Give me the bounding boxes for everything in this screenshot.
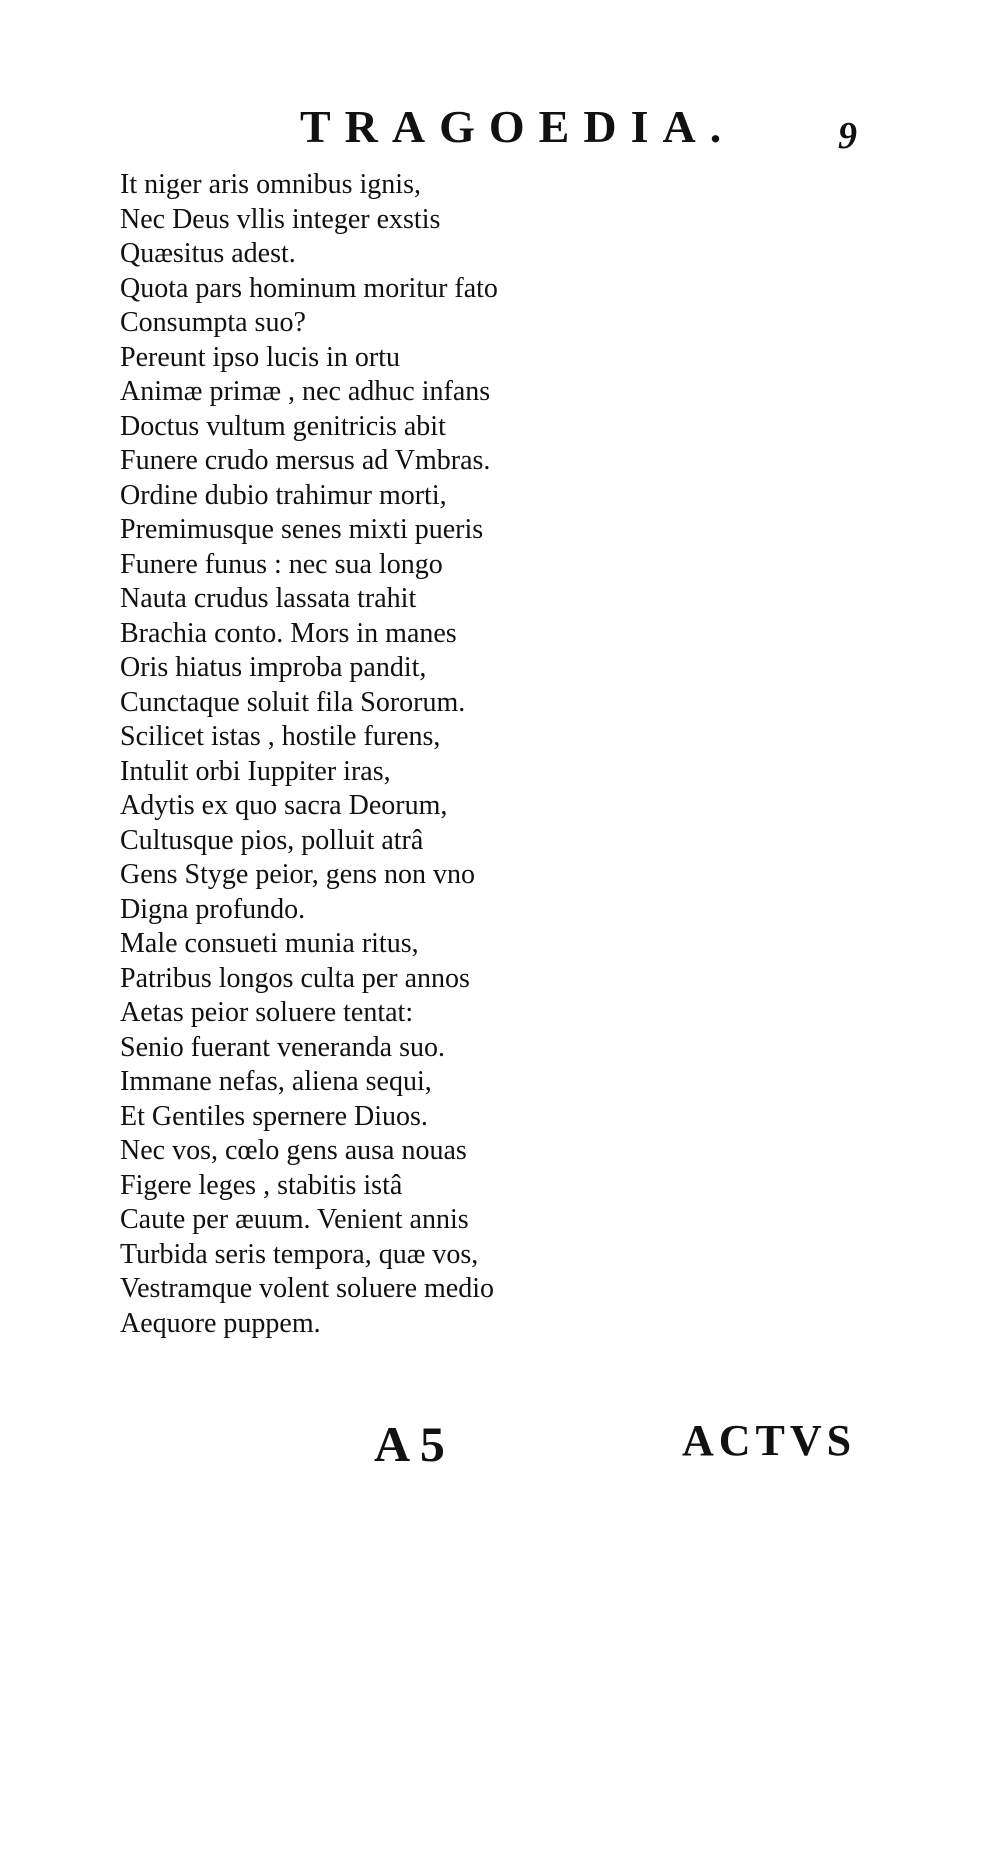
- verse-line: Et Gentiles spernere Diuos.: [120, 1100, 428, 1132]
- verse-line: Quota pars hominum moritur fato: [120, 272, 498, 304]
- verse-line: Nec vos, cœlo gens ausa nouas: [120, 1135, 467, 1166]
- verse-line: Consumpta suo?: [120, 307, 306, 338]
- verse-line: Gens Styge peior, gens non vno: [120, 859, 476, 890]
- page-number: 9: [838, 115, 857, 157]
- catchword: ACTVS: [682, 1416, 857, 1465]
- verse-line: Doctus vultum genitricis abit: [120, 410, 446, 442]
- verse-line: Caute per æuum. Venient annis: [120, 1204, 469, 1235]
- verse-line: Brachia conto. Mors in manes: [120, 617, 457, 649]
- verse-line: Patribus longos culta per annos: [120, 962, 470, 994]
- verse-block: [120, 168, 498, 1341]
- verse-line: Ordine dubio trahimur morti,: [120, 479, 447, 511]
- verse-line: Figere leges , stabitis istâ: [120, 1169, 403, 1201]
- verse-line: It niger aris omnibus ignis,: [120, 169, 421, 200]
- verse-line: Cunctaque soluit fila Sororum.: [120, 686, 466, 718]
- verse-line: Immane nefas, aliena sequi,: [120, 1066, 432, 1097]
- verse-line: Nec Deus vllis integer exstis: [120, 203, 441, 235]
- verse-line: Adytis ex quo sacra Deorum,: [120, 790, 448, 821]
- verse-line: Male consueti munia ritus,: [120, 928, 419, 959]
- running-title: TRAGOEDIA.: [300, 101, 736, 152]
- verse-line: Cultusque pios, polluit atrâ: [120, 824, 424, 856]
- signature-mark: A 5: [374, 1416, 445, 1472]
- verse-line: Digna profundo.: [120, 893, 306, 925]
- verse-line: Funere crudo mersus ad Vmbras.: [120, 445, 491, 476]
- verse-line: Oris hiatus improba pandit,: [120, 652, 427, 683]
- verse-line: Funere funus : nec sua longo: [120, 548, 443, 580]
- verse-line: Premimusque senes mixti pueris: [120, 514, 484, 545]
- verse-line: Quæsitus adest.: [120, 238, 296, 269]
- verse-line: Aequore puppem.: [120, 1307, 321, 1339]
- verse-line: Vestramque volent soluere medio: [120, 1273, 495, 1304]
- verse-line: Aetas peior soluere tentat:: [120, 997, 414, 1028]
- verse-line: Pereunt ipso lucis in ortu: [120, 341, 400, 373]
- verse-line: Scilicet istas , hostile furens,: [120, 721, 441, 752]
- verse-line: Nauta crudus lassata trahit: [120, 583, 417, 614]
- verse-line: Animæ primæ , nec adhuc infans: [120, 376, 491, 407]
- verse-line: Turbida seris tempora, quæ vos,: [120, 1238, 479, 1270]
- verse-line: Intulit orbi Iuppiter iras,: [120, 755, 391, 787]
- verse-line: Senio fuerant veneranda suo.: [120, 1031, 445, 1063]
